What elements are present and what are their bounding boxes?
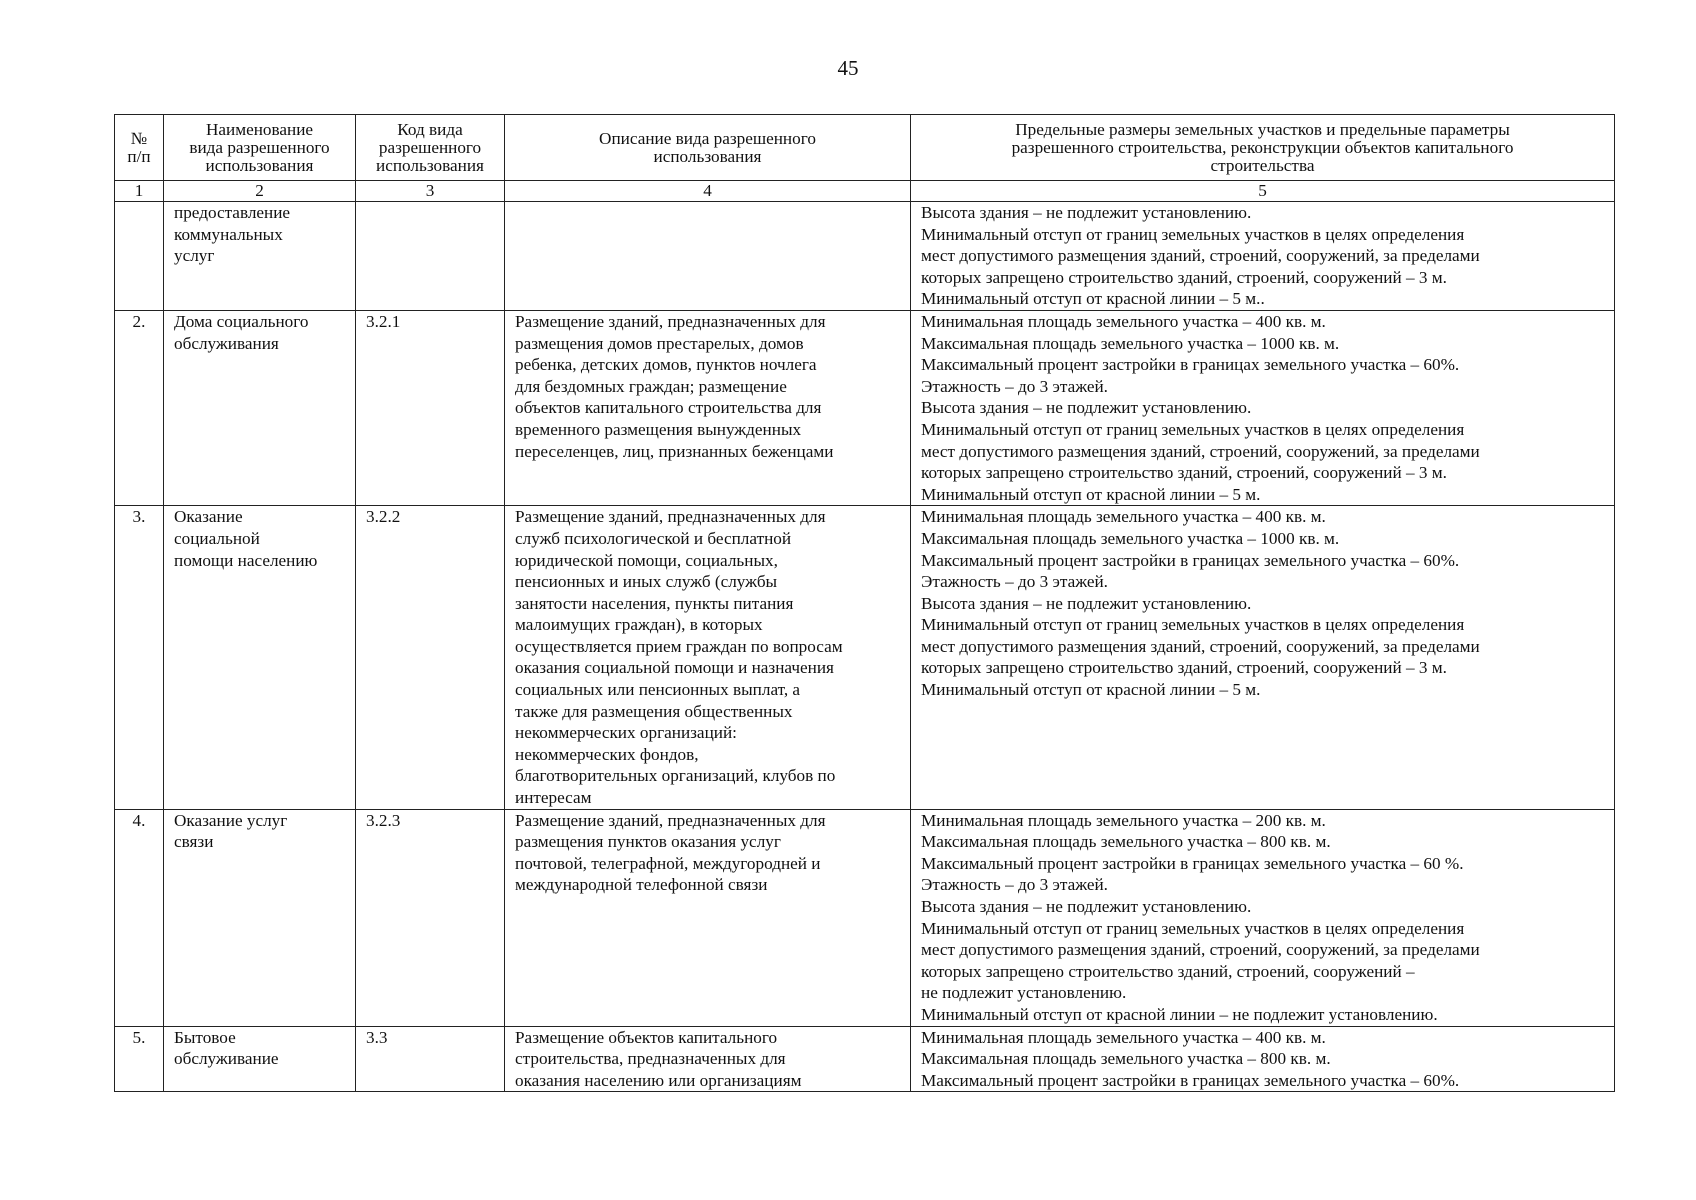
text-line: Оказание услуг: [174, 810, 288, 830]
column-number: 5: [911, 181, 1615, 202]
use-description: [505, 1026, 911, 1092]
text-line: малоимущих граждан), в которых: [515, 615, 763, 635]
text-line: мест допустимого размещения зданий, строений, сооружений, за пределами: [921, 636, 1480, 656]
column-number-row: [115, 181, 1615, 202]
text-line: Размещение объектов капитального: [515, 1027, 778, 1047]
text-line: Дома социального: [174, 311, 309, 331]
text-line: Этажность – до 3 этажей.: [921, 572, 1108, 592]
use-code: 3.2.1: [356, 310, 505, 505]
text-line: Минимальный отступ от границ земельных участков в целях определения: [921, 419, 1465, 439]
text-line: почтовой, телеграфной, междугородней и: [515, 853, 821, 873]
text-line: Минимальный отступ от красной линии – не подлежит установлению.: [921, 1004, 1438, 1024]
text-line: социальных или пенсионных выплат, а: [515, 680, 801, 700]
text-line: обслуживания: [174, 333, 279, 353]
text-line: пенсионных и иных служб (службы: [515, 572, 778, 592]
text-line: занятости населения, пункты питания: [515, 593, 794, 613]
text-line: которых запрещено строительство зданий, строений, сооружений – 3 м.: [921, 658, 1447, 678]
table-row: [115, 809, 1615, 1026]
text-line: интересам: [515, 788, 592, 808]
use-name: [164, 1026, 356, 1092]
use-code: 3.3: [356, 1026, 505, 1092]
text-line: осуществляется прием граждан по вопросам: [515, 636, 843, 656]
text-line: Минимальный отступ от границ земельных участков в целях определения: [921, 224, 1465, 244]
use-code: [356, 202, 505, 311]
text-line: Минимальный отступ от границ земельных участков в целях определения: [921, 615, 1465, 635]
text-line: мест допустимого размещения зданий, строений, сооружений, за пределами: [921, 940, 1480, 960]
text-line: Минимальный отступ от красной линии – 5 м.: [921, 680, 1261, 700]
text-line: которых запрещено строительство зданий, строений, сооружений – 3 м.: [921, 267, 1447, 287]
text-line: Размещение зданий, предназначенных для: [515, 507, 826, 527]
column-number: 4: [505, 181, 911, 202]
use-description: [505, 202, 911, 311]
use-parameters: [911, 202, 1615, 311]
text-line: Максимальная площадь земельного участка – 1000 кв. м.: [921, 333, 1340, 353]
text-line: Бытовое: [174, 1027, 236, 1047]
text-line: предоставление: [174, 203, 291, 222]
text-line: которых запрещено строительство зданий, строений, сооружений –: [921, 961, 1415, 981]
text-line: Минимальная площадь земельного участка – 200 кв. м.: [921, 810, 1326, 830]
text-line: Максимальная площадь земельного участка – 800 кв. м.: [921, 1049, 1331, 1069]
text-line: благотворительных организаций, клубов по: [515, 766, 836, 786]
use-parameters: [911, 310, 1615, 505]
text-line: Высота здания – не подлежит установлению.: [921, 203, 1252, 222]
text-line: использования: [653, 146, 762, 166]
text-line: Минимальная площадь земельного участка – 400 кв. м.: [921, 311, 1326, 331]
use-name: [164, 310, 356, 505]
text-line: Размещение зданий, предназначенных для: [515, 810, 826, 830]
text-line: строительства, предназначенных для: [515, 1049, 786, 1069]
use-description: [505, 310, 911, 505]
text-line: мест допустимого размещения зданий, строений, сооружений, за пределами: [921, 246, 1480, 266]
text-line: Максимальный процент застройки в границах земельного участка – 60%.: [921, 355, 1460, 375]
text-line: использования: [205, 155, 314, 175]
table-row: [115, 310, 1615, 505]
text-line: Минимальный отступ от красной линии – 5 м..: [921, 289, 1265, 309]
text-line: объектов капитального строительства для: [515, 398, 822, 418]
text-line: переселенцев, лиц, признанных беженцами: [515, 441, 834, 461]
text-line: коммунальных: [174, 224, 283, 244]
text-line: временного размещения вынужденных: [515, 419, 802, 439]
text-line: Оказание: [174, 507, 243, 527]
header-col-code: [356, 115, 505, 181]
text-line: служб психологической и бесплатной: [515, 528, 792, 548]
column-number: 3: [356, 181, 505, 202]
text-line: некоммерческих организаций:: [515, 723, 737, 743]
header-col-name: [164, 115, 356, 181]
text-line: Наименование: [205, 119, 314, 139]
text-line: Размещение зданий, предназначенных для: [515, 311, 826, 331]
text-line: не подлежит установлению.: [921, 983, 1127, 1003]
row-number: [115, 202, 164, 311]
text-line: услуг: [174, 246, 215, 266]
table-row: [115, 1026, 1615, 1092]
row-number: 5.: [115, 1026, 164, 1092]
text-line: Минимальная площадь земельного участка – 400 кв. м.: [921, 1027, 1326, 1047]
text-line: №: [130, 128, 148, 148]
text-line: Этажность – до 3 этажей.: [921, 376, 1108, 396]
text-line: для бездомных граждан; размещение: [515, 376, 787, 396]
table-row: [115, 506, 1615, 809]
use-parameters: [911, 1026, 1615, 1092]
text-line: разрешенного: [378, 137, 482, 157]
text-line: строительства: [1210, 155, 1315, 175]
text-line: юридической помощи, социальных,: [515, 550, 778, 570]
text-line: обслуживание: [174, 1049, 279, 1069]
text-line: Высота здания – не подлежит установлению.: [921, 398, 1252, 418]
text-line: международной телефонной связи: [515, 875, 768, 895]
use-name: [164, 809, 356, 1026]
text-line: связи: [174, 832, 214, 852]
text-line: мест допустимого размещения зданий, строений, сооружений, за пределами: [921, 441, 1480, 461]
header-col-number: [115, 115, 164, 181]
text-line: Этажность – до 3 этажей.: [921, 875, 1108, 895]
text-line: Максимальная площадь земельного участка – 800 кв. м.: [921, 832, 1331, 852]
use-code: 3.2.3: [356, 809, 505, 1026]
text-line: Максимальный процент застройки в границах земельного участка – 60%.: [921, 1070, 1460, 1090]
use-parameters: [911, 809, 1615, 1026]
text-line: Описание вида разрешенного: [599, 128, 816, 148]
text-line: также для размещения общественных: [515, 701, 793, 721]
use-description: [505, 506, 911, 809]
page-number: 45: [837, 56, 859, 80]
text-line: Минимальная площадь земельного участка – 400 кв. м.: [921, 507, 1326, 527]
text-line: Код вида: [397, 119, 463, 139]
header-col-description: [505, 115, 911, 181]
use-code: 3.2.2: [356, 506, 505, 809]
text-line: которых запрещено строительство зданий, строений, сооружений – 3 м.: [921, 463, 1447, 483]
use-name: [164, 506, 356, 809]
header-col-params: [911, 115, 1615, 181]
use-name: [164, 202, 356, 311]
row-number: 4.: [115, 809, 164, 1026]
column-number: 1: [115, 181, 164, 202]
text-line: некоммерческих фондов,: [515, 744, 699, 764]
text-line: Максимальная площадь земельного участка – 1000 кв. м.: [921, 528, 1340, 548]
table-row: [115, 202, 1615, 311]
text-line: социальной: [174, 528, 260, 548]
text-line: п/п: [127, 146, 151, 166]
text-line: помощи населению: [174, 550, 318, 570]
text-line: Максимальный процент застройки в границах земельного участка – 60 %.: [921, 853, 1464, 873]
text-line: Минимальный отступ от границ земельных участков в целях определения: [921, 918, 1465, 938]
text-line: Предельные размеры земельных участков и предельные параметры: [1015, 119, 1510, 139]
use-parameters: [911, 506, 1615, 809]
text-line: Минимальный отступ от красной линии – 5 м.: [921, 484, 1261, 504]
text-line: ребенка, детских домов, пунктов ночлега: [515, 355, 817, 375]
text-line: Высота здания – не подлежит установлению.: [921, 897, 1252, 916]
text-line: оказания социальной помощи и назначения: [515, 658, 834, 678]
text-line: Максимальный процент застройки в границах земельного участка – 60%.: [921, 550, 1460, 570]
text-line: вида разрешенного: [189, 137, 330, 157]
use-description: [505, 809, 911, 1026]
text-line: размещения домов престарелых, домов: [515, 333, 804, 353]
text-line: размещения пунктов оказания услуг: [515, 832, 781, 852]
text-line: Высота здания – не подлежит установлению.: [921, 593, 1252, 613]
text-line: оказания населению или организациям: [515, 1070, 802, 1090]
permitted-use-table: [114, 114, 1615, 1092]
text-line: использования: [376, 155, 484, 175]
text-line: разрешенного строительства, реконструкции объектов капитального: [1011, 137, 1514, 157]
header-row: [115, 115, 1615, 181]
row-number: 2.: [115, 310, 164, 505]
column-number: 2: [164, 181, 356, 202]
row-number: 3.: [115, 506, 164, 809]
